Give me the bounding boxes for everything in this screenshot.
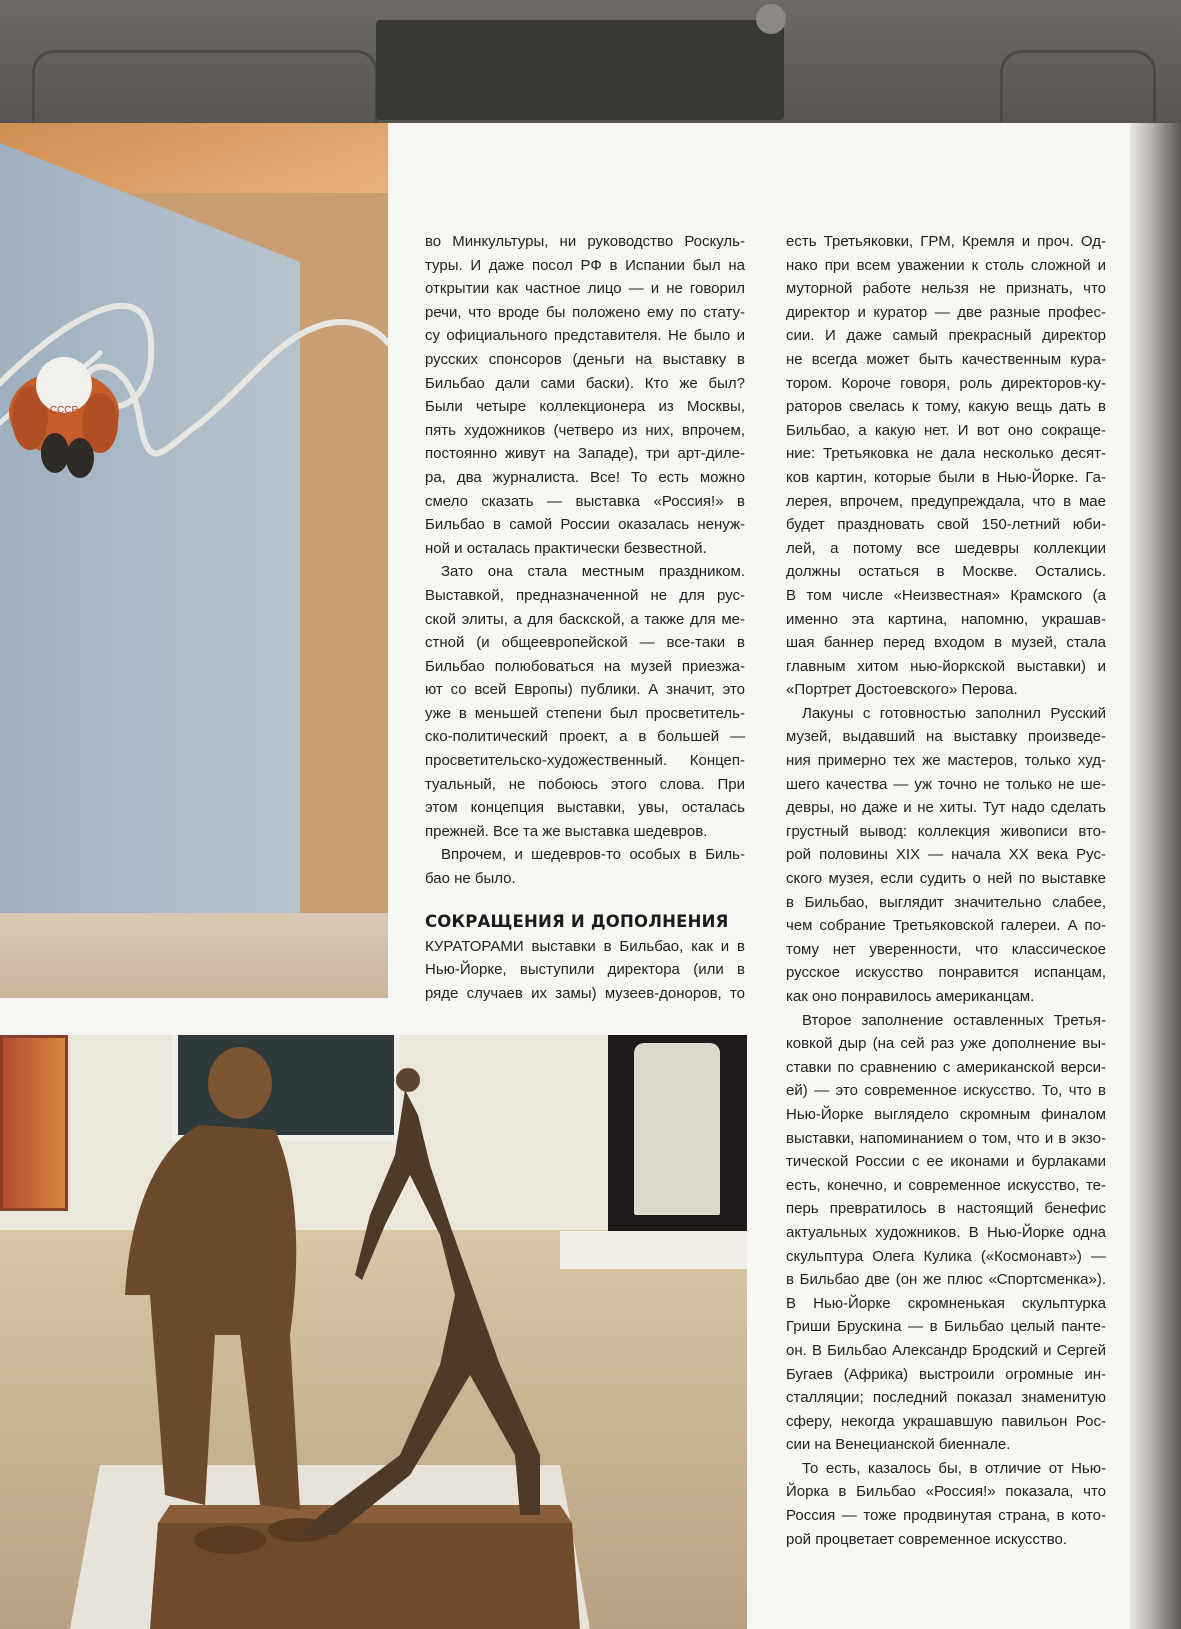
text-line: ряде случаев их замы) музеев-доноров, то [425, 984, 745, 1002]
text-line: ского музея, если судить о ней по выставке [786, 870, 1106, 888]
walking-man-head [396, 1068, 420, 1092]
text-line: Нью-Йорке, выступили директора (или в [425, 961, 745, 979]
text-line: смело сказать — выставка «Россия!» в [425, 492, 745, 510]
text-line: лей, а потому все шедевры коллекции [786, 539, 1106, 557]
text-line: ра, два журналиста. Все! То есть можно [425, 468, 745, 486]
text-line: сии на Венецианской биеннале. [786, 1436, 1011, 1454]
text-line: Бугаев (Африка) выстроили огромные ин- [786, 1365, 1106, 1383]
text-line: перь превратилось в настоящий бенефис [786, 1200, 1106, 1218]
text-line: Россия — тоже продвинутая страна, в кото- [786, 1507, 1106, 1525]
text-line: Бильбао дали сами баски). Кто же был? [425, 374, 745, 392]
text-line: речи, что вроде бы положено ему по стату- [425, 303, 745, 321]
text-line: нако при всем уважении к столь сложной и [786, 256, 1106, 274]
text-line: Выставкой, предназначенной не для рус- [425, 586, 745, 604]
text-line: он. В Бильбао Александр Бродский и Сергей [786, 1341, 1106, 1359]
scanner-lid [0, 0, 1181, 125]
text-line: грустный вывод: коллекция живописи вто- [786, 822, 1106, 840]
text-line: ние: Третьяковка не дала несколько десят- [786, 445, 1106, 463]
text-line: Зато она стала местным праздником. [441, 563, 745, 581]
text-line: в Бильбао, выглядит значительно слабее, [786, 893, 1106, 911]
scanner-tab-left [32, 50, 378, 128]
text-line: ков картин, которые были в Нью-Йорке. Га- [786, 468, 1106, 486]
text-line: раторов свелась к тому, какую вещь дать в [786, 398, 1106, 416]
text-line: ставки по сравнению с американской верси- [786, 1058, 1106, 1076]
text-line: есть Третьяковки, ГРМ, Кремля и проч. Од- [786, 233, 1106, 250]
text-line: главным хитом нью-йоркской выставки) и [786, 657, 1106, 675]
text-column-1 [425, 230, 745, 1005]
text-line: Гриши Брускина — в Бильбао целый панте- [786, 1318, 1106, 1336]
text-line: Йорка в Бильбао «Россия!» показала, что [786, 1483, 1106, 1501]
scanner-knob [756, 4, 786, 34]
text-line: ско-политический проект, а в большей — [425, 728, 745, 746]
text-line: в Бильбао две (он же плюс «Спортсменка»). [786, 1271, 1106, 1289]
text-line: Второе заполнение оставленных Третья- [802, 1011, 1106, 1029]
text-line: ной и осталась практически безвестной. [425, 539, 707, 557]
cosmonaut-figure [0, 123, 388, 998]
text-line: Впрочем, и шедевров-то особых в Биль- [441, 846, 745, 864]
text-line: ковкой дыр (на сей раз уже дополнение вы- [786, 1035, 1106, 1053]
text-line: «Портрет Достоевского» Перова. [786, 681, 1018, 699]
text-line: сталляции; последний показал знаменитую [786, 1389, 1106, 1407]
text-line: тором. Короче говоря, роль директоров-ку- [786, 374, 1106, 392]
text-line: ния примерно тех же мастеров, только худ- [786, 752, 1106, 770]
text-line: русское искусство понравится испанцам, [786, 964, 1106, 982]
text-line: туры. И даже посол РФ в Испании был на [425, 256, 745, 274]
text-line: Были четыре коллекционера из Москвы, [425, 398, 745, 416]
text-line: пять художников (четверо из них, впрочем, [425, 421, 745, 439]
text-line: скульптура Олега Кулика («Космонавт») — [786, 1247, 1106, 1265]
text-line: актуальных художников. В Нью-Йорке одна [786, 1223, 1106, 1241]
text-line: выставки, напоминанием о том, что и в экзо- [786, 1129, 1106, 1147]
text-line: То есть, казалось бы, в отличие от Нью- [802, 1459, 1106, 1477]
text-line: Лакуны с готовностью заполнил Русский [802, 704, 1106, 722]
text-line: ей) — это современное искусство. То, что в [786, 1082, 1106, 1100]
text-line: прежней. Все та же выставка шедевров. [425, 822, 708, 840]
text-line: Нью-Йорке выглядело скромным финалом [786, 1105, 1106, 1123]
text-line: бао не было. [425, 870, 516, 888]
text-line: не всегда может быть качественным кура- [786, 350, 1106, 368]
text-line: уже в меньшей степени был просветитель- [425, 704, 745, 722]
paragraph [786, 230, 1106, 702]
text-line: тому нет уверенности, что классическое [786, 940, 1106, 958]
text-line: стной (и общеевропейской — все-таки в [425, 634, 745, 652]
text-line: Бильбао в самой России оказалась ненуж- [425, 516, 745, 534]
paragraph [786, 1457, 1106, 1551]
paragraph [425, 843, 745, 890]
text-line: во Минкультуры, ни руководство Роскуль- [425, 233, 745, 250]
scanner-tab-right [1000, 50, 1156, 128]
text-line: муторной работе нельзя не признать, что [786, 280, 1106, 298]
text-line: Бильбао, а какую нет. И вот оно сокраще- [786, 421, 1106, 439]
text-column-2 [786, 230, 1106, 1551]
text-line: этом концепция выставки, увы, осталась [425, 799, 745, 817]
text-line: тической России с ее иконами и бурлаками [786, 1153, 1106, 1171]
text-line: есть, конечно, и современное искусство, те- [786, 1176, 1106, 1194]
text-line: именно эта картина, напомню, украшав- [786, 610, 1106, 628]
text-line: русских спонсоров (деньги на выставку в [425, 350, 745, 368]
text-line: КУРАТОРАМИ выставки в Бильбао, как и в [425, 937, 745, 955]
text-line: Бильбао полюбоваться на музей приезжа- [425, 657, 745, 675]
sculptures-svg [0, 1035, 747, 1629]
text-line: рой половины XIX — начала XX века Рус- [786, 846, 1106, 864]
text-line: ют со всей Европы) публики. А значит, это [425, 681, 745, 699]
paragraph [425, 935, 745, 1006]
lenin-body [125, 1125, 300, 1510]
text-line: сии. И даже самый прекрасный директор [786, 327, 1106, 345]
text-line: как оно понравилось американцам. [786, 988, 1035, 1005]
text-line: девры, но даже и не хиты. Тут надо сделать [786, 799, 1106, 817]
scanner-slot [376, 20, 784, 120]
text-line: В Нью-Йорке скромненькая скульптурка [786, 1294, 1106, 1312]
text-line: шая баннер перед входом в музей, стала [786, 634, 1106, 652]
text-line: В том числе «Неизвестная» Крамского (а [786, 586, 1106, 604]
paragraph [425, 560, 745, 843]
text-line: сферу, некогда украшавшую павильон Рос- [786, 1412, 1106, 1430]
text-line: открытии как частное лицо — и не говорил [425, 280, 745, 298]
text-line: лерея, впрочем, предупреждала, что в мае [786, 492, 1106, 510]
paragraph [425, 230, 745, 560]
helmet-label: СССР [49, 405, 79, 416]
text-line: чем собрание Третьяковской галереи. А по- [786, 917, 1106, 935]
text-line: постоянно живут на Западе), три арт-диле- [425, 445, 745, 463]
photo-gallery-sculptures [0, 1035, 747, 1629]
paragraph [786, 702, 1106, 1009]
page-edge-shadow [1130, 123, 1181, 1629]
section-heading: СОКРАЩЕНИЯ И ДОПОЛНЕНИЯ [425, 911, 729, 931]
paragraph [786, 1009, 1106, 1457]
text-line: будет праздновать свой 150-летний юби- [786, 516, 1106, 534]
photo-cosmonaut-sculpture [0, 123, 388, 998]
text-line: просветительско-художественный. Концеп- [425, 752, 745, 770]
text-line: директор и куратор — две разные профес- [786, 303, 1106, 321]
text-line: су официального представителя. Не было и [425, 327, 745, 345]
text-line: рой процветает современное искусство. [786, 1530, 1068, 1548]
lenin-head [208, 1047, 272, 1119]
text-line: туальный, не побоюсь этого слова. При [425, 775, 745, 793]
text-line: должны остаться в Москве. Остались. [786, 563, 1106, 581]
text-line: ской элиты, а для баскской, а также для ме- [425, 610, 745, 628]
text-line: музей, выдавший на выставку произведе- [786, 728, 1106, 746]
text-line: шего качества — уж точно не только не ше- [786, 775, 1106, 793]
